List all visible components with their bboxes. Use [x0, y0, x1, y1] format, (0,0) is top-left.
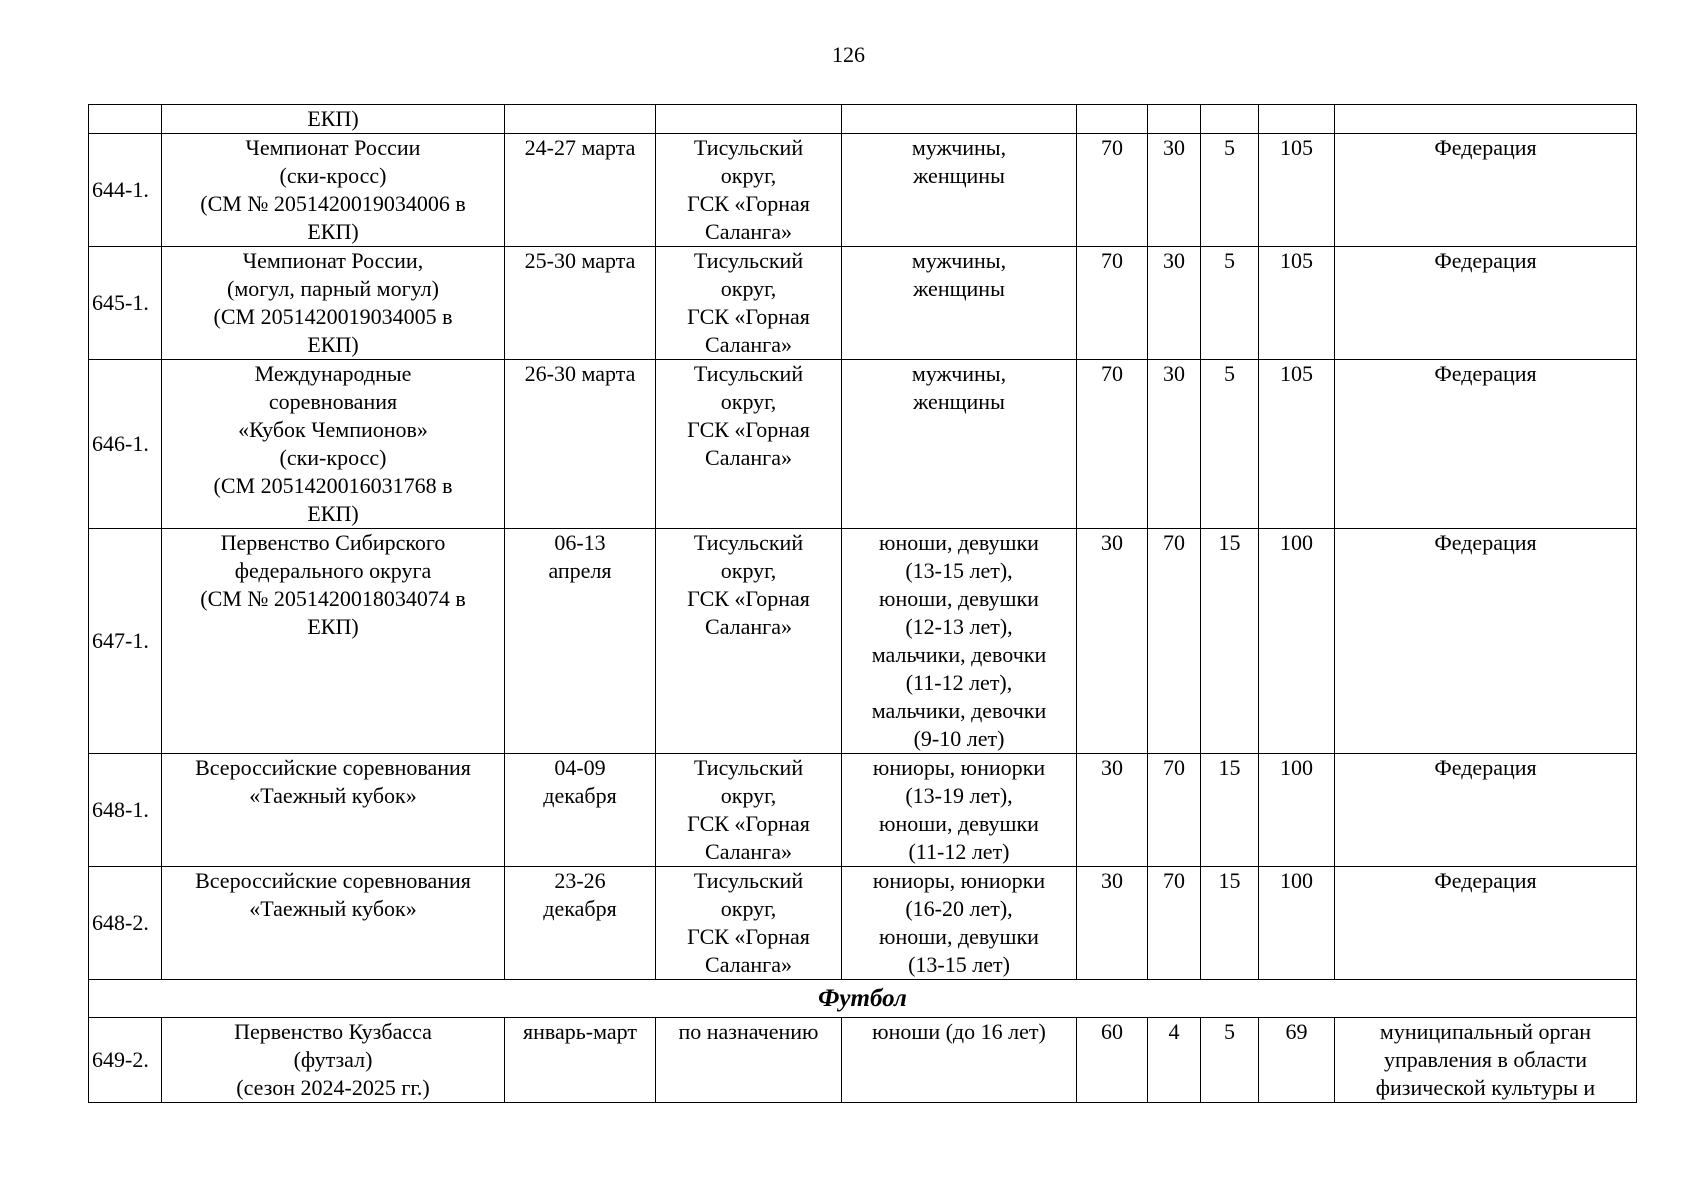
total-count-cell: 100 — [1259, 754, 1335, 867]
participants-cell — [842, 105, 1077, 134]
table-row — [89, 529, 1637, 754]
count-cell-1 — [1077, 105, 1148, 134]
participants-cell: юноши (до 16 лет) — [842, 1018, 1077, 1103]
page-number: 126 — [832, 42, 865, 67]
event-number-cell — [89, 105, 162, 134]
event-dates-cell: 23-26 декабря — [505, 867, 656, 980]
count-cell-2: 30 — [1148, 134, 1201, 247]
count-cell-3: 5 — [1201, 1018, 1259, 1103]
participants-cell: мужчины, женщины — [842, 134, 1077, 247]
event-name-cell: Первенство Кузбасса (футзал) (сезон 2024-2025 гг.) — [162, 1018, 505, 1103]
organizer-cell: муниципальный орган управления в области физической культуры и — [1335, 1018, 1637, 1103]
count-cell-2: 70 — [1148, 754, 1201, 867]
event-number-cell: 644-1. — [89, 134, 162, 247]
count-cell-3: 15 — [1201, 529, 1259, 754]
event-number-cell: 648-2. — [89, 867, 162, 980]
event-place-cell — [656, 105, 842, 134]
events-table — [88, 104, 1637, 1103]
total-count-cell: 105 — [1259, 247, 1335, 360]
event-place-cell: Тисульский округ, ГСК «Горная Саланга» — [656, 134, 842, 247]
event-number-cell: 649-2. — [89, 1018, 162, 1103]
count-cell-2: 4 — [1148, 1018, 1201, 1103]
total-count-cell: 100 — [1259, 529, 1335, 754]
count-cell-3: 5 — [1201, 247, 1259, 360]
event-place-cell: Тисульский округ, ГСК «Горная Саланга» — [656, 529, 842, 754]
count-cell-3: 5 — [1201, 134, 1259, 247]
event-place-cell: Тисульский округ, ГСК «Горная Саланга» — [656, 247, 842, 360]
count-cell-1: 70 — [1077, 247, 1148, 360]
event-place-cell: Тисульский округ, ГСК «Горная Саланга» — [656, 754, 842, 867]
event-dates-cell: 06-13 апреля — [505, 529, 656, 754]
event-name-cell: Чемпионат России, (могул, парный могул) (СМ 2051420019034005 в ЕКП) — [162, 247, 505, 360]
event-name-cell: Всероссийские соревнования «Таежный кубок» — [162, 867, 505, 980]
organizer-cell — [1335, 105, 1637, 134]
organizer-cell: Федерация — [1335, 529, 1637, 754]
organizer-cell: Федерация — [1335, 867, 1637, 980]
participants-cell: мужчины, женщины — [842, 247, 1077, 360]
participants-cell: юниоры, юниорки (16-20 лет), юноши, девушки (13-15 лет) — [842, 867, 1077, 980]
event-number-cell: 645-1. — [89, 247, 162, 360]
total-count-cell: 69 — [1259, 1018, 1335, 1103]
participants-cell: юниоры, юниорки (13-19 лет), юноши, девушки (11-12 лет) — [842, 754, 1077, 867]
count-cell-1: 30 — [1077, 867, 1148, 980]
event-name-cell: Первенство Сибирского федерального округа (СМ № 2051420018034074 в ЕКП) — [162, 529, 505, 754]
section-title: Футбол — [89, 980, 1637, 1018]
section-header-row — [89, 980, 1637, 1018]
count-cell-2: 70 — [1148, 529, 1201, 754]
count-cell-1: 30 — [1077, 529, 1148, 754]
table-row — [89, 360, 1637, 529]
event-name-cell: ЕКП) — [162, 105, 505, 134]
organizer-cell: Федерация — [1335, 247, 1637, 360]
event-dates-cell: 24-27 марта — [505, 134, 656, 247]
organizer-cell: Федерация — [1335, 360, 1637, 529]
count-cell-3: 15 — [1201, 867, 1259, 980]
event-place-cell: Тисульский округ, ГСК «Горная Саланга» — [656, 360, 842, 529]
count-cell-3: 5 — [1201, 360, 1259, 529]
event-name-cell: Чемпионат России (ски-кросс) (СМ № 2051420019034006 в ЕКП) — [162, 134, 505, 247]
table-row — [89, 247, 1637, 360]
count-cell-3: 15 — [1201, 754, 1259, 867]
table-row — [89, 1018, 1637, 1103]
total-count-cell: 100 — [1259, 867, 1335, 980]
total-count-cell — [1259, 105, 1335, 134]
total-count-cell: 105 — [1259, 360, 1335, 529]
event-number-cell: 647-1. — [89, 529, 162, 754]
count-cell-3 — [1201, 105, 1259, 134]
participants-cell: юноши, девушки (13-15 лет), юноши, девушки (12-13 лет), мальчики, девочки (11-12 лет), мальчики, девочки (9-10 лет) — [842, 529, 1077, 754]
event-place-cell: Тисульский округ, ГСК «Горная Саланга» — [656, 867, 842, 980]
count-cell-1: 60 — [1077, 1018, 1148, 1103]
count-cell-1: 70 — [1077, 134, 1148, 247]
organizer-cell: Федерация — [1335, 134, 1637, 247]
event-name-cell: Международные соревнования «Кубок Чемпионов» (ски-кросс) (СМ 2051420016031768 в ЕКП) — [162, 360, 505, 529]
table-body — [89, 105, 1637, 1103]
table-row — [89, 105, 1637, 134]
total-count-cell: 105 — [1259, 134, 1335, 247]
event-dates-cell: 04-09 декабря — [505, 754, 656, 867]
event-number-cell: 648-1. — [89, 754, 162, 867]
count-cell-1: 70 — [1077, 360, 1148, 529]
event-dates-cell: 26-30 марта — [505, 360, 656, 529]
table-row — [89, 867, 1637, 980]
organizer-cell: Федерация — [1335, 754, 1637, 867]
event-dates-cell: январь-март — [505, 1018, 656, 1103]
count-cell-2: 30 — [1148, 360, 1201, 529]
event-dates-cell — [505, 105, 656, 134]
count-cell-2: 70 — [1148, 867, 1201, 980]
event-number-cell: 646-1. — [89, 360, 162, 529]
event-dates-cell: 25-30 марта — [505, 247, 656, 360]
table-row — [89, 754, 1637, 867]
table-row — [89, 134, 1637, 247]
count-cell-2 — [1148, 105, 1201, 134]
count-cell-1: 30 — [1077, 754, 1148, 867]
event-place-cell: по назначению — [656, 1018, 842, 1103]
count-cell-2: 30 — [1148, 247, 1201, 360]
event-name-cell: Всероссийские соревнования «Таежный кубок» — [162, 754, 505, 867]
participants-cell: мужчины, женщины — [842, 360, 1077, 529]
